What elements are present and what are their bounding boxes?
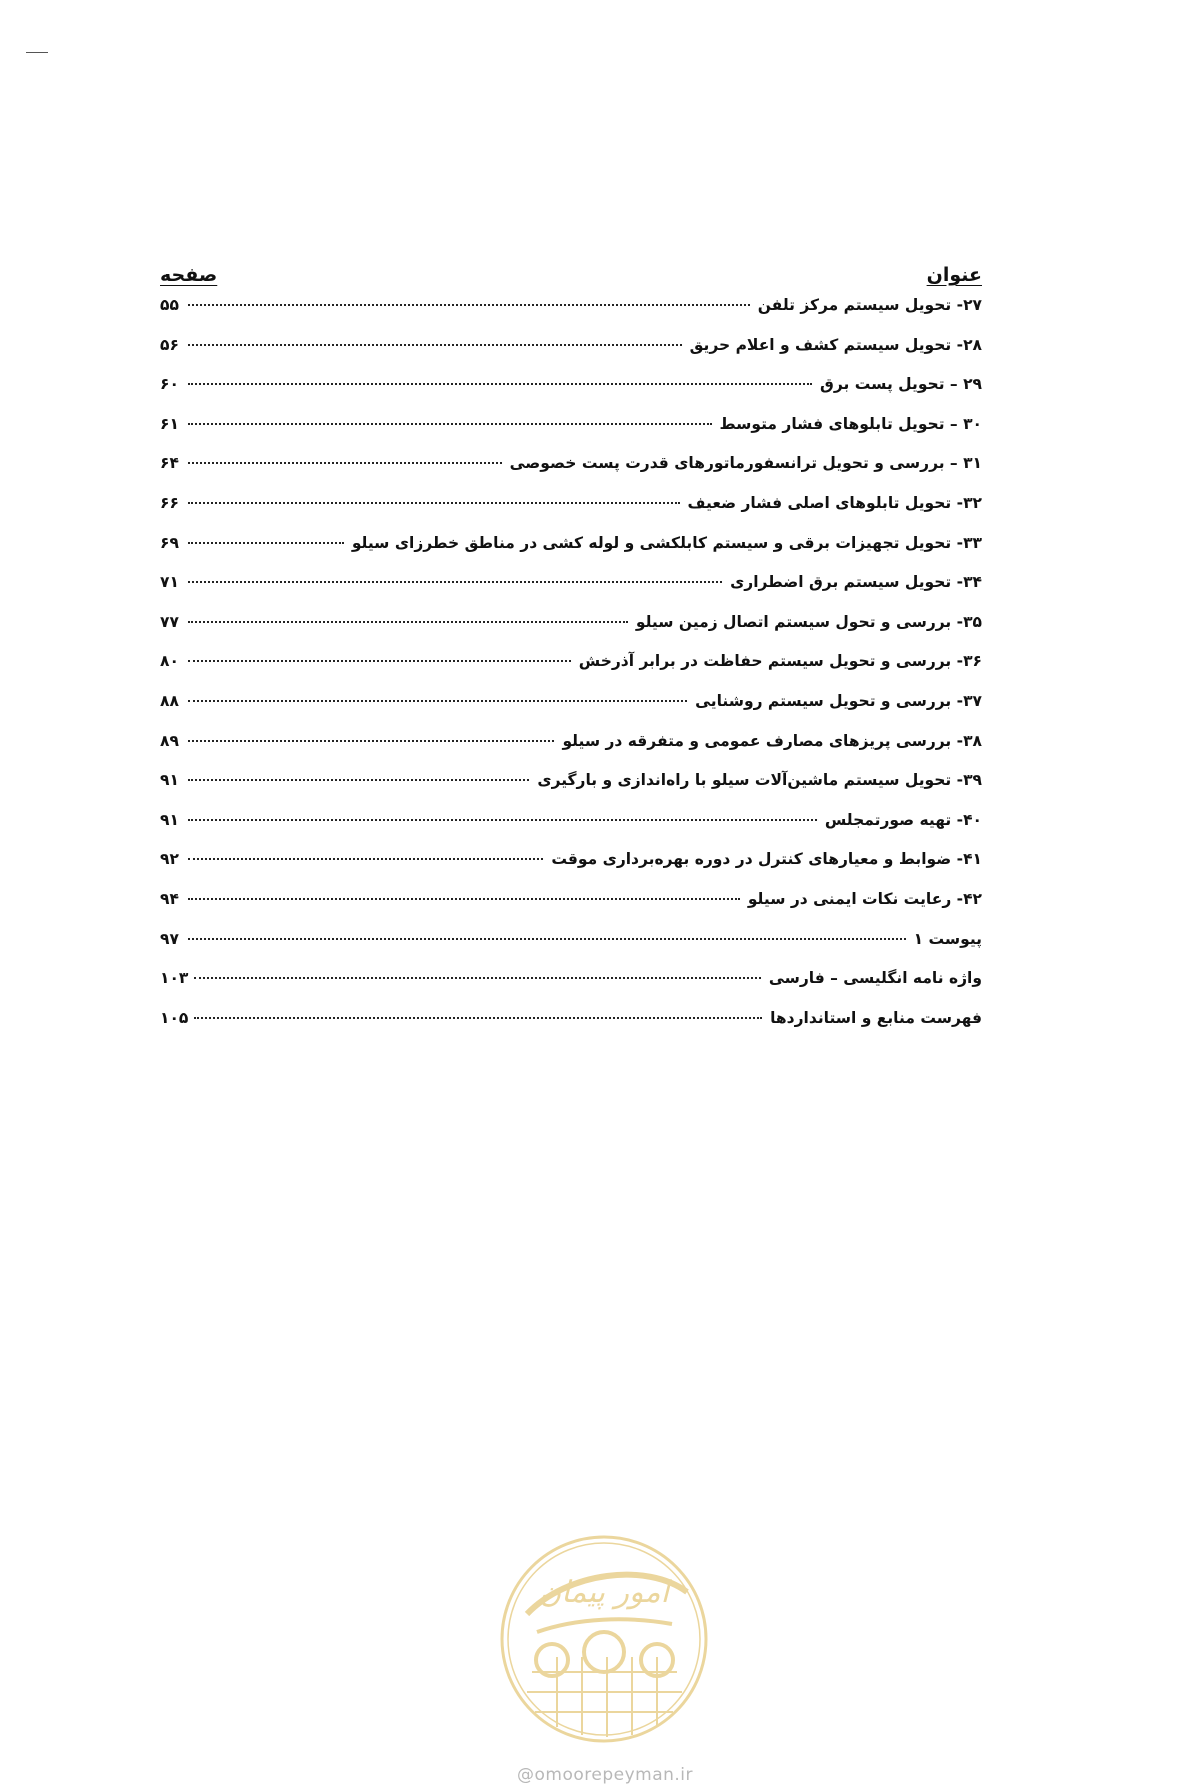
toc-entry-title: ۳۰ – تحویل تابلوهای فشار متوسط bbox=[719, 414, 982, 433]
toc-entry bbox=[160, 840, 982, 880]
dot-leader bbox=[188, 502, 680, 504]
toc-entry bbox=[160, 563, 982, 603]
toc-entry-title: ۴۱- ضوابط و معیارهای کنترل در دوره بهره‌برداری موقت bbox=[551, 850, 982, 869]
toc-entry-page-number: ۹۲ bbox=[160, 850, 179, 869]
toc-entry-title: پیوست ۱ bbox=[913, 929, 982, 948]
toc-entry-page-number: ۷۷ bbox=[160, 612, 179, 631]
toc-entry bbox=[160, 761, 982, 801]
dot-leader bbox=[188, 740, 554, 742]
dot-leader bbox=[188, 700, 687, 702]
title-column-header: عنوان bbox=[926, 264, 982, 286]
toc-entry-title: ۳۶- بررسی و تحویل سیستم حفاظت در برابر آذرخش bbox=[578, 652, 982, 671]
toc-entry bbox=[160, 880, 982, 920]
toc-entry-page-number: ۶۹ bbox=[160, 533, 179, 552]
toc-entry bbox=[160, 405, 982, 445]
dot-leader bbox=[188, 542, 344, 544]
toc-entry-title: ۳۱ – بررسی و تحویل ترانسفورماتورهای قدرت پست خصوصی bbox=[509, 454, 982, 473]
toc-entry-page-number: ۹۱ bbox=[160, 810, 179, 829]
omoore-peyman-logo-watermark bbox=[497, 1532, 711, 1746]
dot-leader bbox=[188, 581, 722, 583]
toc-entry bbox=[160, 722, 982, 762]
toc-entry-page-number: ۹۴ bbox=[160, 889, 179, 908]
dot-leader bbox=[188, 344, 682, 346]
toc-entry bbox=[160, 682, 982, 722]
toc-entry-page-number: ۵۵ bbox=[160, 296, 179, 314]
toc-entry-page-number: ۶۰ bbox=[160, 375, 179, 394]
toc-entry-page-number: ۹۱ bbox=[160, 771, 179, 790]
toc-entry bbox=[160, 286, 982, 326]
toc-entry-title: ۳۸- بررسی پریزهای مصارف عمومی و متفرقه در سیلو bbox=[562, 731, 982, 750]
page-corner-mark bbox=[26, 52, 48, 53]
toc-entry bbox=[160, 326, 982, 366]
dot-leader bbox=[188, 383, 812, 385]
toc-entry-title: ۳۲- تحویل تابلوهای اصلی فشار ضعیف bbox=[687, 493, 982, 512]
toc-entry bbox=[160, 524, 982, 564]
dot-leader bbox=[188, 304, 750, 306]
toc-entry bbox=[160, 365, 982, 405]
toc-entry-title: ۲۸- تحویل سیستم کشف و اعلام حریق bbox=[689, 335, 982, 354]
toc-entry-title: ۳۷- بررسی و تحویل سیستم روشنایی bbox=[695, 691, 982, 710]
toc-entry-page-number: ۸۰ bbox=[160, 652, 179, 671]
toc-entry-page-number: ۶۶ bbox=[160, 493, 179, 512]
toc-entry bbox=[160, 444, 982, 484]
watermark-logo-text: امور پیمان bbox=[539, 1575, 669, 1610]
dot-leader bbox=[188, 462, 502, 464]
toc-entry-title: فهرست منابع و استانداردها bbox=[770, 1008, 982, 1027]
dot-leader bbox=[188, 938, 906, 940]
toc-entry-page-number: ۸۸ bbox=[160, 691, 179, 710]
toc-entry bbox=[160, 959, 982, 999]
toc-entry-page-number: ۱۰۳ bbox=[160, 969, 189, 988]
dot-leader bbox=[188, 858, 543, 860]
toc-header bbox=[160, 246, 982, 286]
page-column-header: صفحه bbox=[160, 264, 218, 286]
dot-leader bbox=[188, 779, 529, 781]
dot-leader bbox=[188, 621, 628, 623]
toc-entry bbox=[160, 484, 982, 524]
toc-entry-page-number: ۷۱ bbox=[160, 573, 179, 592]
toc-entry bbox=[160, 999, 982, 1039]
toc-entry-title: ۳۵- بررسی و تحول سیستم اتصال زمین سیلو bbox=[635, 612, 982, 631]
toc-entry-page-number: ۶۴ bbox=[160, 454, 179, 473]
dot-leader bbox=[194, 1017, 762, 1019]
toc-list bbox=[160, 286, 982, 1038]
dot-leader bbox=[188, 660, 571, 662]
toc-entry bbox=[160, 801, 982, 841]
toc-entry-title: ۲۹ – تحویل پست برق bbox=[820, 375, 982, 394]
toc-entry-page-number: ۵۶ bbox=[160, 335, 179, 354]
toc-entry-page-number: ۸۹ bbox=[160, 731, 179, 750]
dot-leader bbox=[188, 819, 817, 821]
table-of-contents bbox=[160, 246, 982, 1038]
toc-entry-title: ۴۲- رعایت نکات ایمنی در سیلو bbox=[747, 889, 982, 908]
dot-leader bbox=[188, 423, 712, 425]
toc-entry bbox=[160, 603, 982, 643]
dot-leader bbox=[188, 898, 740, 900]
toc-entry-title: واژه نامه انگلیسی – فارسی bbox=[768, 969, 982, 988]
toc-entry-title: ۳۳- تحویل تجهیزات برقی و سیستم کابلکشی و لوله کشی در مناطق خطرزای سیلو bbox=[351, 533, 982, 552]
watermark-website: @omoorepeyman.ir bbox=[516, 1765, 694, 1785]
toc-entry-title: ۴۰- تهیه صورتمجلس bbox=[824, 810, 982, 829]
toc-entry-title: ۳۹- تحویل سیستم ماشین‌آلات سیلو با راه‌اندازی و بارگیری bbox=[537, 771, 982, 790]
toc-entry-page-number: ۹۷ bbox=[160, 929, 179, 948]
toc-entry-page-number: ۱۰۵ bbox=[160, 1008, 189, 1027]
toc-entry bbox=[160, 642, 982, 682]
dot-leader bbox=[194, 977, 761, 979]
toc-entry bbox=[160, 920, 982, 960]
toc-entry-page-number: ۶۱ bbox=[160, 414, 179, 433]
toc-entry-title: ۳۴- تحویل سیستم برق اضطراری bbox=[730, 573, 982, 592]
toc-entry-title: ۲۷- تحویل سیستم مرکز تلفن bbox=[757, 296, 982, 314]
